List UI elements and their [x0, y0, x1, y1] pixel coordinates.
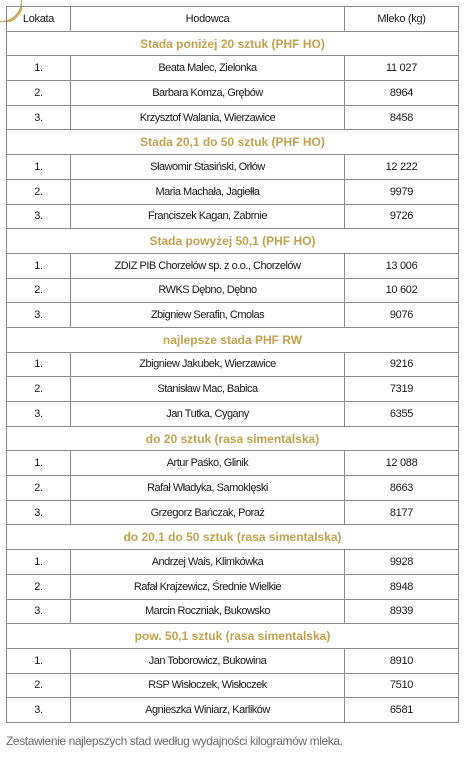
table-body: [7, 31, 459, 722]
breeder-cell: RWKS Dębno, Dębno: [71, 278, 345, 303]
rank-cell: 3.: [7, 402, 71, 427]
breeder-cell: Beata Malec, Zielonka: [71, 56, 345, 81]
table-row: [7, 278, 459, 303]
table-row: [7, 155, 459, 180]
milk-cell: 8177: [345, 500, 459, 525]
section-header-row: [7, 327, 459, 352]
rank-cell: 3.: [7, 303, 71, 328]
breeder-cell: Stanisław Mac, Babica: [71, 377, 345, 402]
section-title: Stada poniżej 20 sztuk (PHF HO): [7, 31, 459, 56]
rank-cell: 2.: [7, 377, 71, 402]
breeder-cell: Marcin Roczniak, Bukowsko: [71, 599, 345, 624]
section-header-row: [7, 31, 459, 56]
section-title: do 20 sztuk (rasa simentalska): [7, 426, 459, 451]
table-row: [7, 352, 459, 377]
breeder-cell: ZDIZ PIB Chorzelów sp. z o.o., Chorzelów: [71, 253, 345, 278]
rank-cell: 1.: [7, 550, 71, 575]
milk-cell: 9216: [345, 352, 459, 377]
table-row: [7, 500, 459, 525]
rank-cell: 1.: [7, 155, 71, 180]
rank-cell: 1.: [7, 352, 71, 377]
header-breeder: Hodowca: [71, 7, 345, 32]
header-rank: Lokata: [7, 7, 71, 32]
rank-cell: 2.: [7, 673, 71, 698]
milk-cell: 10 602: [345, 278, 459, 303]
header-milk: Mleko (kg): [345, 7, 459, 32]
rank-cell: 1.: [7, 451, 71, 476]
breeder-cell: Krzysztof Walania, Wierzawice: [71, 105, 345, 130]
section-title: Stada powyżej 50,1 (PHF HO): [7, 229, 459, 254]
breeder-cell: Franciszek Kagan, Zabrnie: [71, 204, 345, 229]
table-row: [7, 377, 459, 402]
breeder-cell: Zbigniew Serafin, Cmolas: [71, 303, 345, 328]
milk-cell: 8910: [345, 648, 459, 673]
rank-cell: 3.: [7, 500, 71, 525]
table-row: [7, 648, 459, 673]
breeder-cell: Jan Tutka, Cygany: [71, 402, 345, 427]
table-row: [7, 574, 459, 599]
table-row: [7, 105, 459, 130]
table-row: [7, 303, 459, 328]
breeder-cell: Jan Toborowicz, Bukowina: [71, 648, 345, 673]
section-header-row: [7, 525, 459, 550]
breeder-cell: Sławomir Stasiński, Orłów: [71, 155, 345, 180]
ranking-table: [6, 6, 459, 723]
table-row: [7, 179, 459, 204]
rank-cell: 3.: [7, 698, 71, 723]
milk-cell: 11 027: [345, 56, 459, 81]
breeder-cell: Rafał Władyka, Samoklęski: [71, 476, 345, 501]
table-row: [7, 550, 459, 575]
table-row: [7, 81, 459, 106]
milk-cell: 7510: [345, 673, 459, 698]
rank-cell: 1.: [7, 648, 71, 673]
table-row: [7, 451, 459, 476]
section-title: pow. 50,1 sztuk (rasa simentalska): [7, 624, 459, 649]
rank-cell: 3.: [7, 599, 71, 624]
section-title: do 20,1 do 50 sztuk (rasa simentalska): [7, 525, 459, 550]
breeder-cell: Barbara Komza, Grębów: [71, 81, 345, 106]
rank-cell: 2.: [7, 278, 71, 303]
rank-cell: 2.: [7, 476, 71, 501]
section-header-row: [7, 624, 459, 649]
table-caption: Zestawienie najlepszych stad według wydajności kilogramów mleka.: [6, 734, 343, 748]
milk-cell: 8663: [345, 476, 459, 501]
table-row: [7, 402, 459, 427]
milk-cell: 13 006: [345, 253, 459, 278]
table-row: [7, 476, 459, 501]
breeder-cell: Grzegorz Bańczak, Poraż: [71, 500, 345, 525]
table-row: [7, 56, 459, 81]
rank-cell: 3.: [7, 204, 71, 229]
section-header-row: [7, 130, 459, 155]
table-row: [7, 253, 459, 278]
milk-cell: 8964: [345, 81, 459, 106]
rank-cell: 3.: [7, 105, 71, 130]
table-row: [7, 204, 459, 229]
rank-cell: 2.: [7, 574, 71, 599]
rank-cell: 2.: [7, 179, 71, 204]
milk-cell: 12 088: [345, 451, 459, 476]
section-title: Stada 20,1 do 50 sztuk (PHF HO): [7, 130, 459, 155]
section-header-row: [7, 426, 459, 451]
breeder-cell: Zbigniew Jakubek, Wierzawice: [71, 352, 345, 377]
milk-cell: 8948: [345, 574, 459, 599]
milk-cell: 12 222: [345, 155, 459, 180]
milk-cell: 6581: [345, 698, 459, 723]
breeder-cell: Artur Paśko, Glinik: [71, 451, 345, 476]
rank-cell: 2.: [7, 81, 71, 106]
breeder-cell: RSP Wisłoczek, Wisłoczek: [71, 673, 345, 698]
milk-cell: 6355: [345, 402, 459, 427]
table-row: [7, 673, 459, 698]
breeder-cell: Rafał Krajzewicz, Średnie Wielkie: [71, 574, 345, 599]
section-header-row: [7, 229, 459, 254]
milk-cell: 7319: [345, 377, 459, 402]
rank-cell: 1.: [7, 56, 71, 81]
milk-cell: 9076: [345, 303, 459, 328]
breeder-cell: Agnieszka Winiarz, Karlików: [71, 698, 345, 723]
table-header-row: [7, 7, 459, 32]
milk-cell: 8939: [345, 599, 459, 624]
table-row: [7, 698, 459, 723]
milk-cell: 9726: [345, 204, 459, 229]
breeder-cell: Andrzej Wais, Klimkówka: [71, 550, 345, 575]
milk-cell: 9928: [345, 550, 459, 575]
section-title: najlepsze stada PHF RW: [7, 327, 459, 352]
rank-cell: 1.: [7, 253, 71, 278]
milk-cell: 8458: [345, 105, 459, 130]
milk-cell: 9979: [345, 179, 459, 204]
table-row: [7, 599, 459, 624]
breeder-cell: Maria Machała, Jagiełła: [71, 179, 345, 204]
